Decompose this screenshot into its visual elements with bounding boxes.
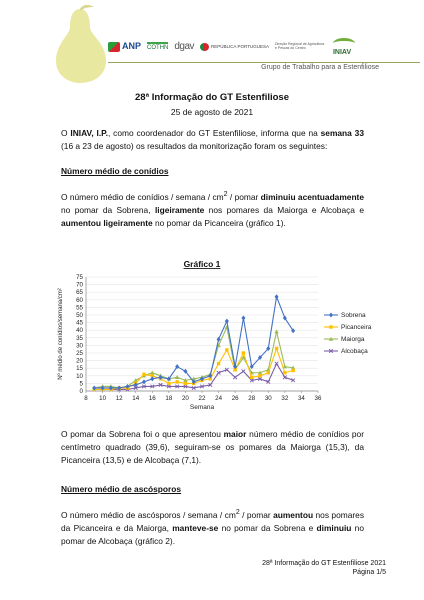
legend-label-picanceira: Picanceira (341, 324, 372, 332)
republica-flag-icon (200, 43, 209, 51)
data-point-sobrena (275, 294, 279, 299)
x-tick-label: 36 (314, 395, 322, 402)
data-point-picanceira (175, 380, 178, 383)
data-point-sobrena (241, 316, 245, 321)
data-point-picanceira (217, 362, 220, 365)
footer-title: 28ª Informação do GT Estenfiliose 2021 (262, 560, 386, 567)
y-tick-label: 40 (76, 327, 83, 335)
legend-label-alcobaça: Alcobaça (341, 348, 368, 356)
y-tick-label: 65 (76, 289, 83, 297)
data-point-picanceira (275, 347, 278, 350)
y-tick-label: 25 (76, 350, 83, 357)
document-date: 25 de agosto de 2021 (170, 107, 254, 117)
data-point-maiorga (150, 370, 154, 374)
x-tick-label: 30 (264, 395, 272, 402)
iniav-arc-icon (333, 38, 355, 49)
legend-marker-sobrena (329, 313, 333, 318)
anp-mark-icon (108, 42, 120, 52)
y-tick-label: 5 (79, 380, 83, 388)
x-tick-label: 18 (165, 395, 173, 402)
section-heading-ascosporos: Número médio de ascósporos (61, 484, 182, 494)
x-tick-label: 16 (148, 395, 156, 402)
legend-label-sobrena: Sobrena (341, 312, 366, 320)
data-point-picanceira (225, 348, 228, 351)
x-tick-label: 24 (215, 395, 223, 402)
x-axis-label: Semana (189, 404, 215, 411)
y-tick-label: 15 (76, 365, 83, 373)
partner-logos (108, 36, 420, 58)
data-point-picanceira (291, 369, 294, 372)
x-tick-label: 10 (99, 395, 107, 402)
iniav-logo: INIAV (333, 38, 355, 56)
data-point-alcobaça (242, 369, 246, 373)
section-heading-conidios: Número médio de conídios (61, 166, 169, 176)
group-label: Grupo de Trabalho para a Estenfiliose (261, 64, 379, 71)
data-point-picanceira (184, 382, 187, 385)
y-tick-label: 10 (76, 372, 83, 380)
conidios-paragraph: O número médio de conídios / semana / $cm^2$ / pomar diminuiu acentuadamente no pomar da Sobrena, ligeiramente nos pomares da Maiorga e Alcobaça e aumentou ligeiramente no pomar da Picanceira (gráfico 1). (61, 191, 365, 228)
y-tick-label: 0 (79, 388, 83, 395)
dgav-logo: dgav (174, 40, 195, 52)
page-number: Página 1/5 (352, 569, 386, 576)
page-footer (262, 559, 386, 577)
chart-title: Gráfico 1 (183, 259, 221, 269)
ascosporos-paragraph: O número médio de ascósporos / semana / $cm^2$ / pomar aumentou nos pomares da Picanceira e da Maiorga, manteve-se no pomar da Sobrena e diminuiu no pomar de Alcobaça (gráfico 2). (61, 509, 365, 546)
y-tick-label: 35 (76, 334, 83, 342)
data-point-picanceira (258, 374, 261, 377)
data-point-picanceira (142, 373, 145, 376)
data-point-picanceira (283, 371, 286, 374)
x-tick-label: 26 (231, 395, 239, 402)
x-tick-label: 22 (198, 395, 206, 402)
republica-portuguesa-logo: REPÚBLICA PORTUGUESA (200, 43, 269, 51)
page-title: 28ª Informação do GT Estenfiliose (135, 92, 289, 103)
y-tick-label: 30 (76, 342, 83, 350)
anp-logo: ANP (108, 42, 141, 52)
y-axis-label: Nº médio de conídios/semana/cm² (58, 288, 64, 380)
y-tick-label: 75 (76, 274, 83, 281)
data-point-picanceira (267, 371, 270, 374)
chart-grafico-1 (52, 255, 372, 415)
intro-paragraph: O INIAV, I.P., como coordenador do GT Estenfiliose, informa que na semana 33 (16 a 23 de agosto) os resultados da monitorização foram os seguintes: (61, 128, 364, 151)
legend-marker-picanceira (329, 325, 332, 328)
results-paragraph: O pomar da Sobrena foi o que apresentou maior número médio de conídios por centímetro quadrado (39,6), seguiram-se os pomares da Maiorga (15,3), da Picanceira (13,5) e de Alcobaça (7,1). (61, 429, 364, 465)
x-tick-label: 20 (181, 395, 189, 402)
y-tick-label: 70 (76, 281, 83, 289)
x-tick-label: 14 (132, 395, 140, 402)
x-tick-label: 28 (248, 395, 256, 402)
x-tick-label: 8 (84, 395, 88, 402)
page-header (0, 0, 424, 82)
legend-label-maiorga: Maiorga (341, 336, 365, 344)
drap-centro-logo: Direção Regional de Agricultura e Pescas do Centro (274, 42, 325, 50)
x-tick-label: 32 (281, 395, 289, 402)
y-tick-label: 55 (76, 304, 83, 312)
data-point-picanceira (250, 376, 253, 379)
y-tick-label: 50 (76, 312, 83, 319)
data-point-picanceira (167, 382, 170, 385)
x-tick-label: 34 (297, 395, 305, 402)
x-tick-label: 12 (115, 395, 123, 402)
line-chart (52, 255, 372, 415)
cothn-logo: COTHN (147, 42, 168, 51)
data-point-picanceira (242, 351, 245, 354)
y-tick-label: 20 (76, 357, 83, 365)
y-tick-label: 60 (76, 296, 83, 304)
pear-logo-icon (50, 5, 110, 85)
y-tick-label: 45 (76, 319, 83, 327)
header-divider (108, 62, 420, 63)
